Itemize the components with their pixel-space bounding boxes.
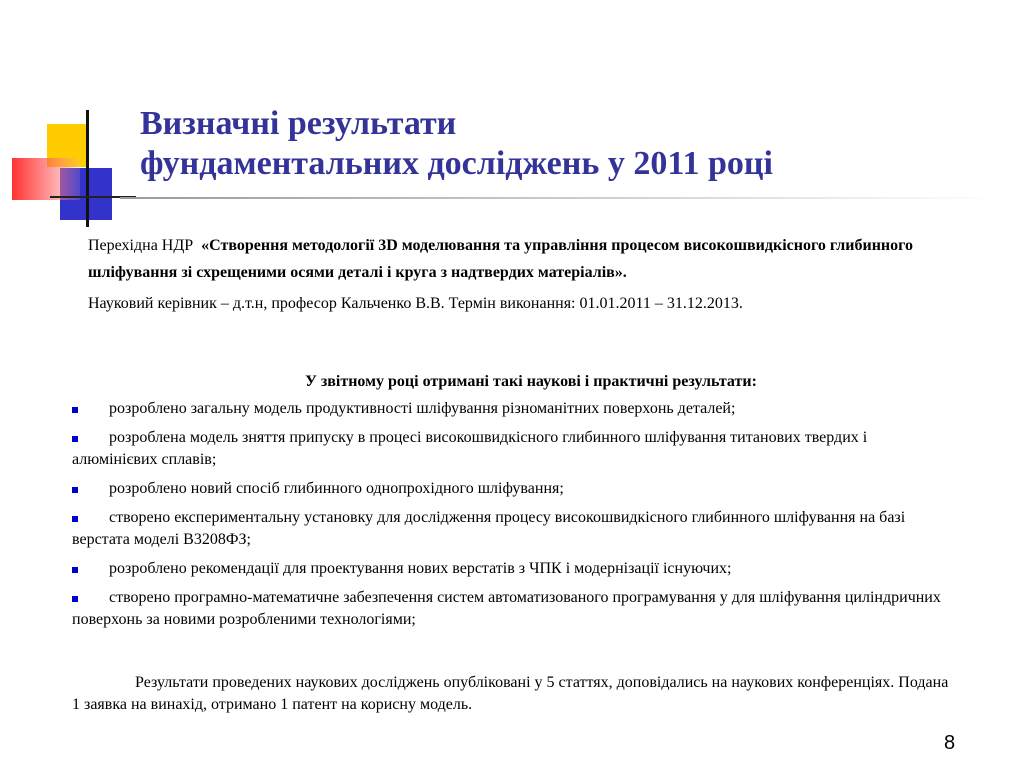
bullet-square-icon bbox=[72, 516, 78, 522]
results-list-item bbox=[72, 398, 952, 420]
bullet-square-icon bbox=[72, 567, 78, 573]
results-heading: У звітному році отримані такі наукові і практичні результати: bbox=[305, 373, 757, 390]
slide-title bbox=[140, 104, 1000, 184]
project-description bbox=[88, 232, 968, 286]
results-item-text: створено програмно-математичне забезпечення систем автоматизованого програмування у для шліфування циліндричних поверхонь за новими розробленими технологіями; bbox=[72, 589, 941, 628]
page-number: 8 bbox=[944, 732, 956, 754]
conclusion-paragraph: Результати проведених наукових досліджень опубліковані у 5 статтях, доповідались на наукових конференціях. Подана 1 заявка на винахід, отримано 1 патент на корисну модель. bbox=[72, 674, 949, 713]
results-item-text: розроблена модель зняття припуску в процесі високошвидкісного глибинного шліфування титанових твердих і алюмінієвих сплавів; bbox=[72, 429, 868, 468]
slide-title-line2: фундаментальних досліджень у 2011 році bbox=[140, 145, 773, 182]
bullet-square-icon bbox=[72, 596, 78, 602]
results-item-text: створено експериментальну установку для дослідження процесу високошвидкісного глибинного шліфування на базі верстата моделі В3208ФЗ; bbox=[72, 509, 906, 548]
bullet-square-icon bbox=[72, 487, 78, 493]
results-item-text: розроблено загальну модель продуктивності шліфування різноманітних поверхонь деталей; bbox=[109, 400, 736, 417]
results-list-item bbox=[72, 587, 952, 631]
project-supervisor: Науковий керівник – д.т.н, професор Кальченко В.В. Термін виконання: 01.01.2011 – 31.12.2013. bbox=[88, 295, 743, 312]
results-list bbox=[72, 398, 952, 638]
logo-vertical-line bbox=[86, 110, 89, 227]
results-list-item bbox=[72, 427, 952, 471]
project-intro bbox=[88, 232, 968, 317]
logo-red-square bbox=[12, 158, 80, 200]
slide-title-line1: Визначні результати bbox=[140, 105, 457, 142]
results-list-item bbox=[72, 507, 952, 551]
bullet-square-icon bbox=[72, 407, 78, 413]
results-list-item bbox=[72, 558, 952, 580]
results-list-item bbox=[72, 478, 952, 500]
decorative-logo bbox=[0, 0, 140, 240]
title-underline bbox=[120, 197, 1000, 199]
project-title: «Створення методології 3D моделювання та управління процесом високошвидкісного глибинного шліфування зі схрещеними осями деталі і круга з надтвердих матеріалів». bbox=[88, 237, 914, 281]
project-prefix: Перехідна НДР bbox=[88, 237, 202, 254]
bullet-square-icon bbox=[72, 436, 78, 442]
results-item-text: розроблено новий спосіб глибинного однопрохідного шліфування; bbox=[109, 480, 564, 497]
results-item-text: розроблено рекомендації для проектування нових верстатів з ЧПК і модернізації існуючих; bbox=[109, 560, 732, 577]
